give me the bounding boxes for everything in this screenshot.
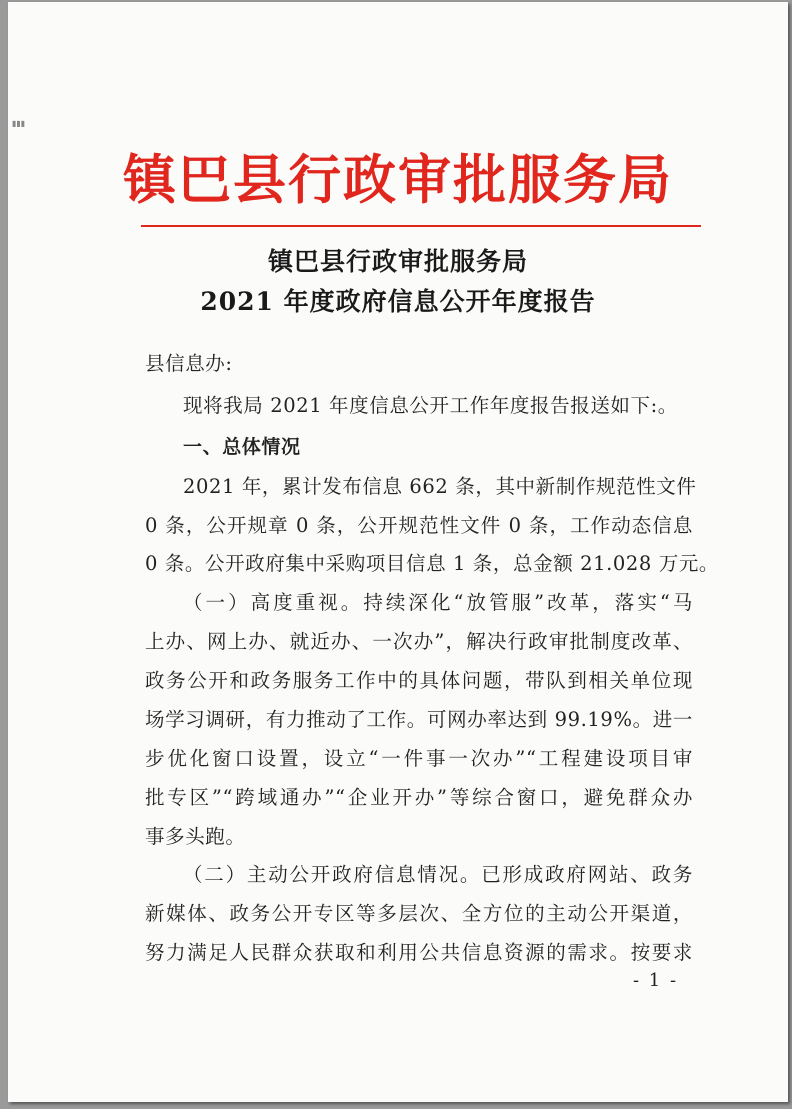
section-heading-overview: 一、总体情况 [183, 436, 301, 458]
intro-paragraph: 现将我局 2021 年度信息公开工作年度报告报送如下:。 [183, 394, 678, 417]
body-line: 事多头跑。 [145, 825, 246, 848]
body-line: 新媒体、政务公开专区等多层次、全方位的主动公开渠道， [145, 902, 693, 925]
body-line: 步优化窗口设置，设立“一件事一次办”“工程建设项目审 [145, 747, 693, 770]
body-line: 场学习调研，有力推动了工作。可网办率达到 99.19%。进一 [145, 708, 693, 731]
salutation: 县信息办: [145, 352, 233, 375]
document-page [8, 2, 788, 1102]
body-line: （二）主动公开政府信息情况。已形成政府网站、政务 [183, 863, 693, 886]
body-line: 0 条。公开政府集中采购项目信息 1 条，总金额 21.028 万元。 [145, 552, 720, 575]
body-line: 批专区”“跨域通办”“企业开办”等综合窗口，避免群众办 [145, 786, 693, 809]
body-line: 0 条，公开规章 0 条，公开规范性文件 0 条，工作动态信息 [145, 514, 693, 537]
body-line: 上办、网上办、就近办、一次办”，解决行政审批制度改革、 [145, 630, 693, 653]
report-title-line-2: 2021 年度政府信息公开年度报告 [200, 287, 596, 316]
body-line: 2021 年，累计发布信息 662 条，其中新制作规范性文件 [183, 475, 697, 498]
letterhead-red-rule [141, 225, 701, 227]
page-number: - 1 - [633, 970, 679, 991]
letterhead-title: 镇巴县行政审批服务局 [123, 149, 673, 211]
body-line: 政务公开和政务服务工作中的具体问题，带队到相关单位现 [145, 669, 693, 692]
body-line: （一）高度重视。持续深化“放管服”改革，落实“马 [183, 591, 693, 614]
report-title-line-1: 镇巴县行政审批服务局 [267, 247, 528, 276]
body-line: 努力满足人民群众获取和利用公共信息资源的需求。按要求 [145, 941, 693, 964]
scan-mark: ▮▮▮ [12, 119, 26, 128]
